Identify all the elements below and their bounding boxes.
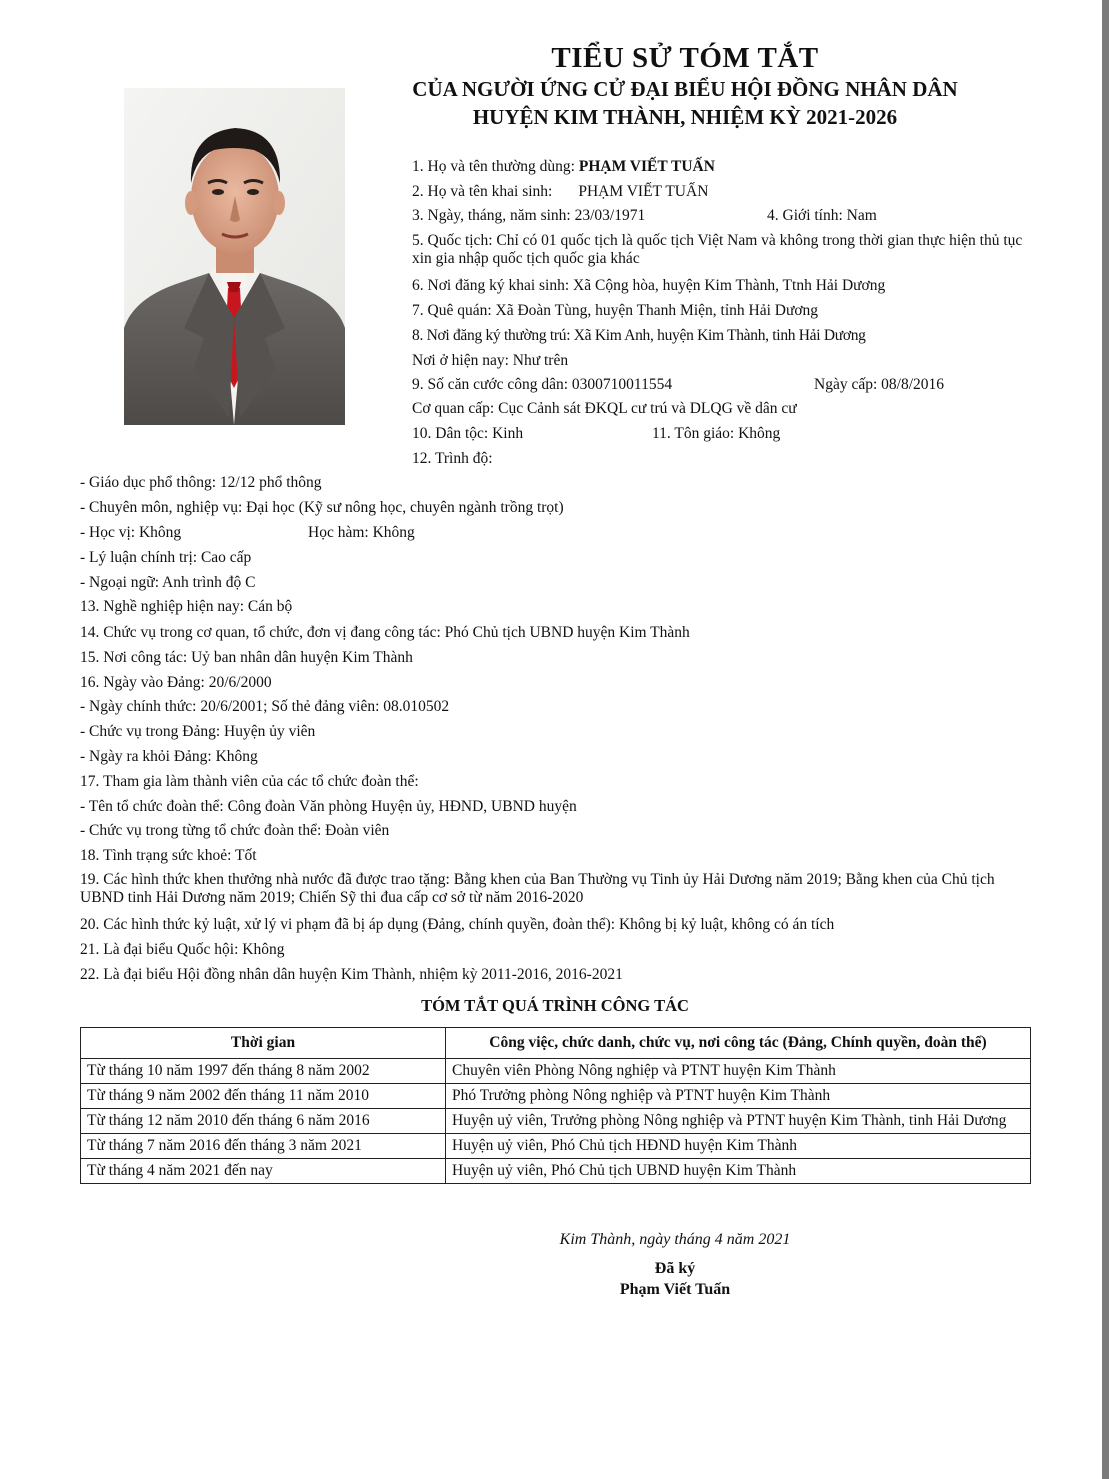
detail-20: 20. Các hình thức kỷ luật, xử lý vi phạm đã bị áp dụng (Đảng, chính quyền, đoàn thể): Không bị kỷ luật, không có án tích xyxy=(80,916,835,933)
cell-time: Từ tháng 10 năm 1997 đến tháng 8 năm 2002 xyxy=(81,1059,446,1084)
cell-time: Từ tháng 9 năm 2002 đến tháng 11 năm 2010 xyxy=(81,1084,446,1109)
info-line-8b: Nơi ở hiện nay: Như trên xyxy=(412,352,569,369)
info-line-10: 10. Dân tộc: Kinh xyxy=(412,425,524,442)
cell-position: Huyện uỷ viên, Phó Chủ tịch HĐND huyện Kim Thành xyxy=(446,1134,1031,1159)
detail-17: 17. Tham gia làm thành viên của các tổ chức đoàn thể: xyxy=(80,773,419,790)
detail-16: 16. Ngày vào Đảng: 20/6/2000 xyxy=(80,674,272,691)
info-line-9: 9. Số căn cước công dân: 0300710011554 xyxy=(412,376,673,393)
table-row xyxy=(81,1059,1031,1084)
cell-time: Từ tháng 7 năm 2016 đến tháng 3 năm 2021 xyxy=(81,1134,446,1159)
detail-15: 15. Nơi công tác: Uỷ ban nhân dân huyện Kim Thành xyxy=(80,649,413,666)
info-line-9-date: Ngày cấp: 08/8/2016 xyxy=(814,376,945,393)
column-header-position: Công việc, chức danh, chức vụ, nơi công tác (Đảng, Chính quyền, đoàn thể) xyxy=(446,1028,1031,1059)
table-row xyxy=(81,1159,1031,1184)
document-title: TIỂU SỬ TÓM TẮT xyxy=(551,42,819,74)
detail-19: 19. Các hình thức khen thưởng nhà nước đã được trao tặng: Bằng khen của Ban Thường vụ Tinh ủy Hải Dương năm 2019; Bằng khen của Chủ tịch UBND tinh Hải Dương năm 2019; Chiến Sỹ thi đua cấp cơ sở từ năm 2016-2020 xyxy=(80,871,995,906)
signature-place-date: Kim Thành, ngày tháng 4 năm 2021 xyxy=(559,1231,791,1248)
page-edge-shadow xyxy=(1102,0,1109,1479)
info-line-3: 3. Ngày, tháng, năm sinh: 23/03/1971 xyxy=(412,207,646,224)
info-line-12: 12. Trình độ: xyxy=(412,450,493,467)
table-row xyxy=(81,1134,1031,1159)
info-line-7: 7. Quê quán: Xã Đoàn Tùng, huyện Thanh Miện, tỉnh Hải Dương xyxy=(412,302,819,319)
column-header-time: Thời gian xyxy=(81,1028,446,1059)
table-row xyxy=(81,1084,1031,1109)
info-line-6: 6. Nơi đăng ký khai sinh: Xã Cộng hòa, huyện Kim Thành, Ttnh Hải Dương xyxy=(412,277,886,294)
detail-party-leave: - Ngày ra khỏi Đảng: Không xyxy=(80,748,258,765)
cell-position: Huyện uỷ viên, Phó Chủ tịch UBND huyện Kim Thành xyxy=(446,1159,1031,1184)
detail-language: - Ngoại ngữ: Anh trình độ C xyxy=(80,574,256,591)
detail-org-name: - Tên tổ chức đoàn thể: Công đoàn Văn phòng Huyện ủy, HĐND, UBND huyện xyxy=(80,798,577,815)
cell-position: Huyện uỷ viên, Trưởng phòng Nông nghiệp và PTNT huyện Kim Thành, tinh Hải Dương xyxy=(446,1109,1031,1134)
detail-major: - Chuyên môn, nghiệp vụ: Đại học (Kỹ sư nông học, chuyên ngành trồng trọt) xyxy=(80,499,564,516)
info-line-4: 4. Giới tính: Nam xyxy=(767,207,877,224)
detail-academic-title: Học hàm: Không xyxy=(308,524,415,541)
info-line-5: 5. Quốc tịch: Chỉ có 01 quốc tịch là quốc tịch Việt Nam và không trong thời gian thực hiện thủ tục xin gia nhập quốc tịch quốc gia khác xyxy=(412,232,1023,267)
info-line-11: 11. Tôn giáo: Không xyxy=(652,425,781,442)
document-subtitle-1: CỦA NGƯỜI ỨNG CỬ ĐẠI BIỂU HỘI ĐỒNG NHÂN DÂN xyxy=(412,77,958,101)
document-subtitle-2: HUYỆN KIM THÀNH, NHIỆM KỲ 2021-2026 xyxy=(472,105,898,129)
info-line-1: 1. Họ và tên thường dùng: PHẠM VIẾT TUẤN xyxy=(412,158,715,175)
info-line-8: 8. Nơi đăng ký thường trú: Xã Kim Anh, huyện Kim Thành, tinh Hải Dương xyxy=(412,327,866,344)
signature-name: Phạm Viết Tuấn xyxy=(619,1281,731,1298)
cell-time: Từ tháng 4 năm 2021 đến nay xyxy=(81,1159,446,1184)
info-line-2: 2. Họ và tên khai sinh: PHẠM VIẾT TUẤN xyxy=(412,183,709,200)
table-row xyxy=(81,1109,1031,1134)
work-history-title: TÓM TẮT QUÁ TRÌNH CÔNG TÁC xyxy=(421,996,689,1015)
signature-signed: Đã ký xyxy=(654,1260,696,1277)
detail-14: 14. Chức vụ trong cơ quan, tổ chức, đơn vị đang công tác: Phó Chủ tịch UBND huyện Kim Thành xyxy=(80,624,690,641)
detail-education: - Giáo dục phổ thông: 12/12 phổ thông xyxy=(80,474,322,491)
detail-21: 21. Là đại biểu Quốc hội: Không xyxy=(80,941,285,958)
detail-18: 18. Tình trạng sức khoẻ: Tốt xyxy=(80,847,257,864)
detail-degree: - Học vị: Không xyxy=(80,524,182,541)
info-line-9b: Cơ quan cấp: Cục Cảnh sát ĐKQL cư trú và DLQG về dân cư xyxy=(412,400,797,417)
portrait-photo xyxy=(124,88,345,425)
table-header-row xyxy=(81,1028,1031,1059)
work-history-table xyxy=(80,1027,1031,1184)
cell-position: Phó Trưởng phòng Nông nghiệp và PTNT huyện Kim Thành xyxy=(446,1084,1031,1109)
cell-time: Từ tháng 12 năm 2010 đến tháng 6 năm 2016 xyxy=(81,1109,446,1134)
detail-22: 22. Là đại biểu Hội đồng nhân dân huyện Kim Thành, nhiệm kỳ 2011-2016, 2016-2021 xyxy=(80,966,623,983)
detail-official-date: - Ngày chính thức: 20/6/2001; Số thẻ đảng viên: 08.010502 xyxy=(80,698,450,715)
detail-13: 13. Nghề nghiệp hiện nay: Cán bộ xyxy=(80,598,293,615)
detail-org-position: - Chức vụ trong từng tổ chức đoàn thể: Đoàn viên xyxy=(80,822,390,839)
cell-position: Chuyên viên Phòng Nông nghiệp và PTNT huyện Kim Thành xyxy=(446,1059,1031,1084)
detail-politics: - Lý luận chính trị: Cao cấp xyxy=(80,549,252,566)
detail-party-position: - Chức vụ trong Đảng: Huyện ủy viên xyxy=(80,723,316,740)
